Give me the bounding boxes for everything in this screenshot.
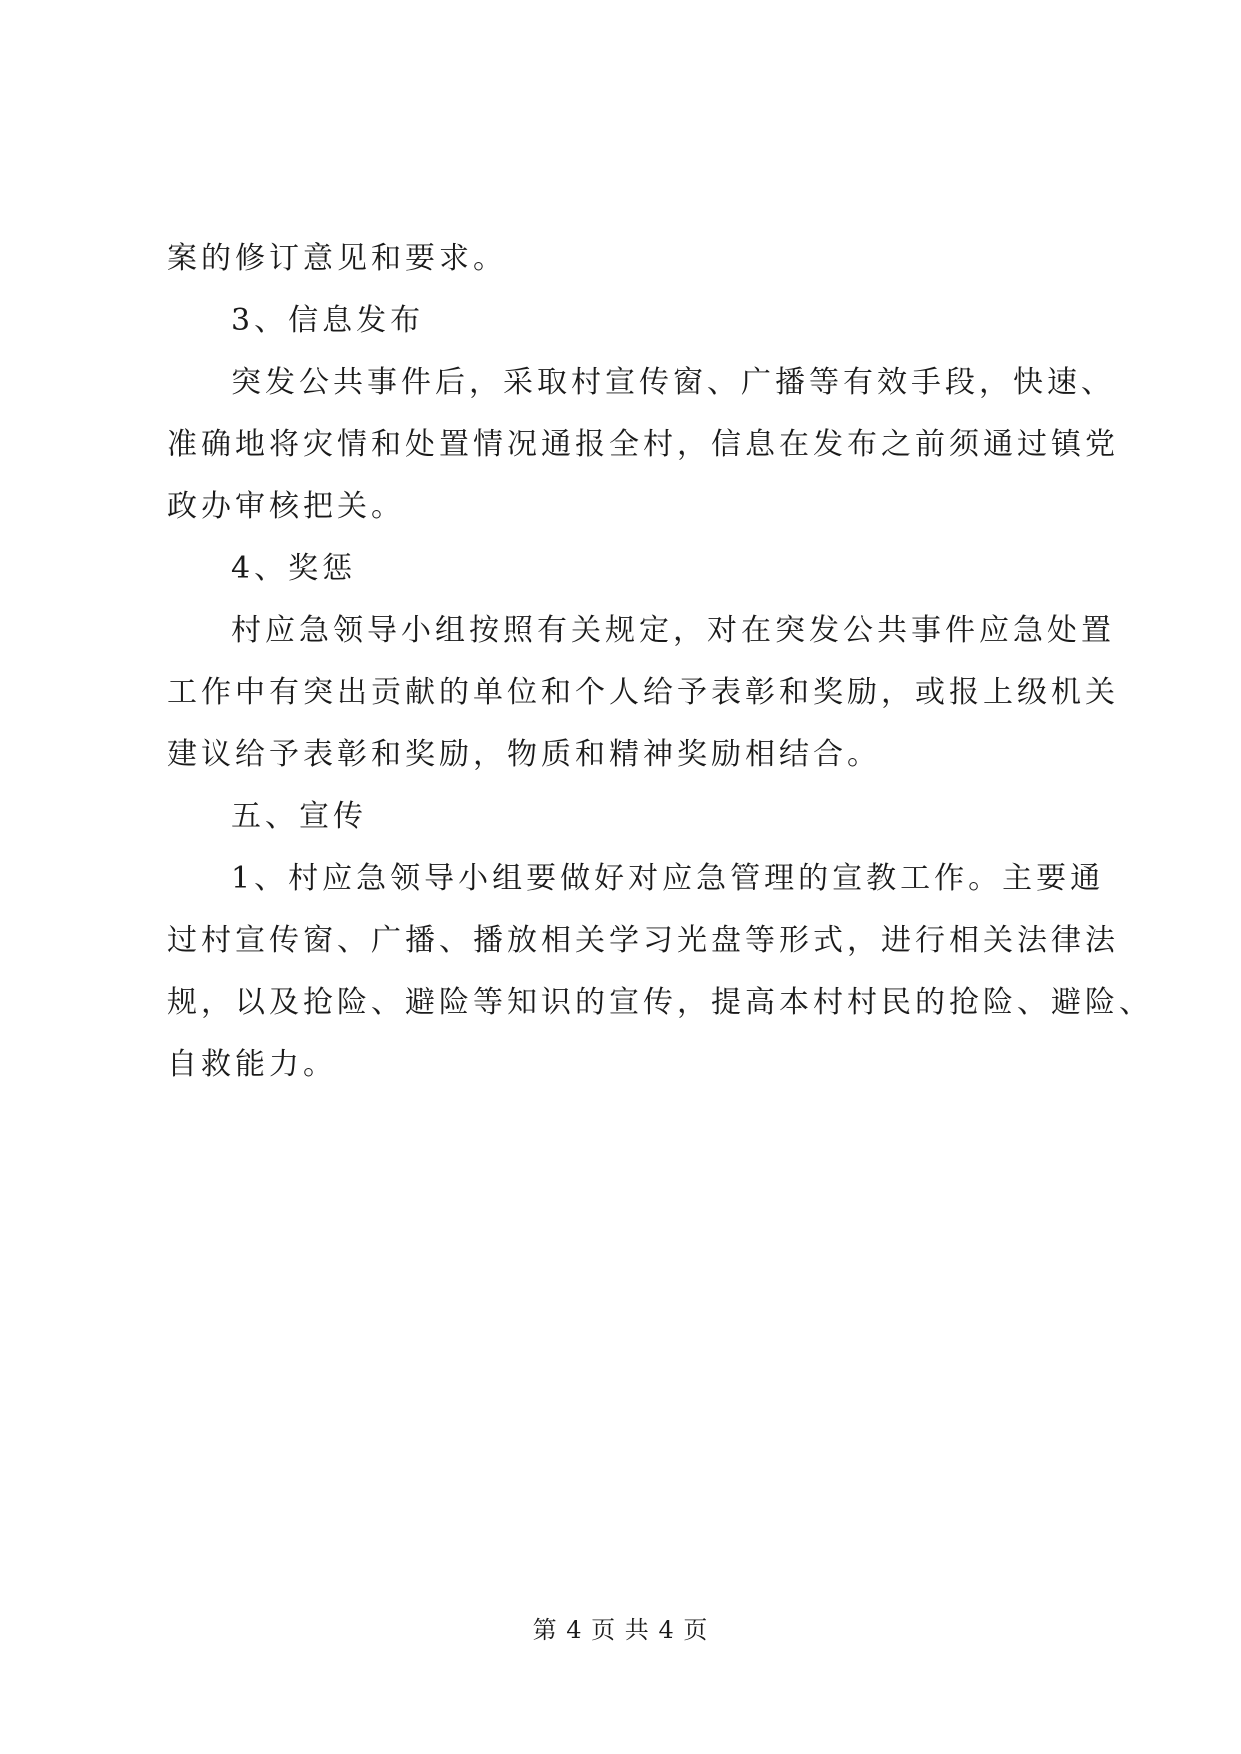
text-line: 案的修订意见和要求。 (167, 241, 507, 276)
text-line: 1、村应急领导小组要做好对应急管理的宣教工作。主要通 (231, 861, 1105, 896)
text-line: 政办审核把关。 (167, 489, 405, 524)
text-line: 五、宣传 (231, 799, 367, 834)
paragraph-publicity (167, 848, 1153, 1096)
document-body (167, 228, 1153, 1096)
text-line: 过村宣传窗、广播、播放相关学习光盘等形式，进行相关法律法 (167, 923, 1119, 958)
text-line: 规，以及抢险、避险等知识的宣传，提高本村村民的抢险、避险、 (167, 985, 1153, 1020)
text-line: 建议给予表彰和奖励，物质和精神奖励相结合。 (167, 737, 881, 772)
page-footer (0, 1610, 1241, 1645)
text-line: 工作中有突出贡献的单位和个人给予表彰和奖励，或报上级机关 (167, 675, 1119, 710)
text-line: 自救能力。 (167, 1047, 337, 1082)
paragraph-rewards (167, 600, 1119, 786)
text-line: 村应急领导小组按照有关规定，对在突发公共事件应急处置 (231, 613, 1115, 648)
page-number-label: 第 4 页 共 4 页 (532, 1616, 709, 1644)
text-line: 准确地将灾情和处置情况通报全村，信息在发布之前须通过镇党 (167, 427, 1119, 462)
heading-rewards (167, 538, 1087, 600)
heading-info-release (167, 290, 1087, 352)
text-line: 突发公共事件后，采取村宣传窗、广播等有效手段，快速、 (231, 365, 1115, 400)
paragraph-info-release (167, 352, 1119, 538)
text-line: 4、奖惩 (231, 551, 357, 586)
paragraph-revision-end (167, 228, 1087, 290)
text-line: 3、信息发布 (231, 303, 425, 338)
heading-publicity (167, 786, 1087, 848)
